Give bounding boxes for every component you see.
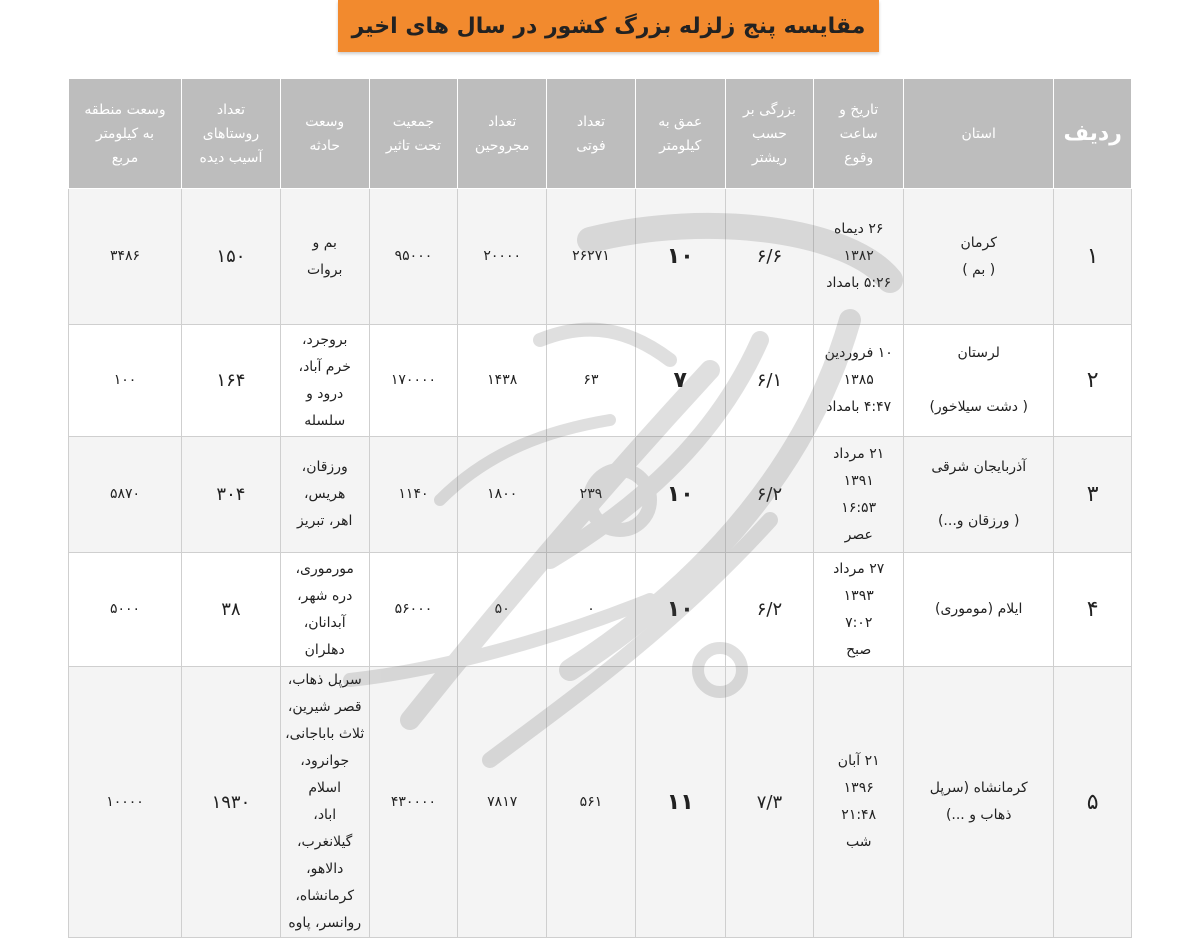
cell-dead: ۵۶۱: [547, 667, 636, 938]
cell-magnitude: ۷/۳: [725, 667, 814, 938]
cell-row-number: ۲: [1054, 325, 1132, 437]
cell-row-number: ۱: [1054, 189, 1132, 325]
header-injured: تعداد مجروحین: [458, 79, 547, 189]
cell-villages: ۱۹۳۰: [182, 667, 281, 938]
cell-dead: ۰: [547, 553, 636, 667]
header-depth: عمق به کیلومتر: [635, 79, 725, 189]
cell-villages: ۳۸: [182, 553, 281, 667]
header-area: وسعت منطقه به کیلومتر مربع: [69, 79, 182, 189]
table-row: [69, 437, 1132, 553]
cell-area: ۵۸۷۰: [69, 437, 182, 553]
cell-area: ۱۰۰: [69, 325, 182, 437]
cell-row-number: ۵: [1054, 667, 1132, 938]
cell-magnitude: ۶/۲: [725, 553, 814, 667]
earthquake-comparison-table: [68, 78, 1132, 938]
cell-injured: ۱۴۳۸: [458, 325, 547, 437]
cell-injured: ۱۸۰۰: [458, 437, 547, 553]
cell-extent: مورموری، دره شهر، آبدانان، دهلران: [280, 553, 369, 667]
header-dead: تعداد فوتی: [547, 79, 636, 189]
cell-datetime: ۲۷ مرداد ۱۳۹۳ ۷:۰۲ صبح: [814, 553, 904, 667]
cell-depth: ۷: [635, 325, 725, 437]
cell-province: ایلام (موموری): [904, 553, 1054, 667]
cell-province: لرستان ( دشت سیلاخور): [904, 325, 1054, 437]
cell-area: ۵۰۰۰: [69, 553, 182, 667]
cell-datetime: ۲۱ مرداد ۱۳۹۱ ۱۶:۵۳ عصر: [814, 437, 904, 553]
cell-villages: ۳۰۴: [182, 437, 281, 553]
header-population: جمعیت تحت تاثیر: [369, 79, 458, 189]
cell-datetime: ۲۶ دیماه ۱۳۸۲ ۵:۲۶ بامداد: [814, 189, 904, 325]
cell-province: کرمان ( بم ): [904, 189, 1054, 325]
cell-injured: ۷۸۱۷: [458, 667, 547, 938]
header-magnitude: بزرگی بر حسب ریشتر: [725, 79, 814, 189]
cell-extent: بروجرد، خرم آباد، درود و سلسله: [280, 325, 369, 437]
header-villages: تعداد روستاهای آسیب دیده: [182, 79, 281, 189]
cell-area: ۳۴۸۶: [69, 189, 182, 325]
cell-row-number: ۴: [1054, 553, 1132, 667]
cell-dead: ۲۶۲۷۱: [547, 189, 636, 325]
cell-villages: ۱۶۴: [182, 325, 281, 437]
cell-datetime: ۲۱ آبان ۱۳۹۶ ۲۱:۴۸ شب: [814, 667, 904, 938]
cell-magnitude: ۶/۲: [725, 437, 814, 553]
header-datetime: تاریخ و ساعت وقوع: [814, 79, 904, 189]
table-row: [69, 325, 1132, 437]
table-row: [69, 189, 1132, 325]
cell-injured: ۲۰۰۰۰: [458, 189, 547, 325]
header-row-number: ردیف: [1054, 79, 1132, 189]
cell-province: آذربایجان شرقی ( ورزقان و...): [904, 437, 1054, 553]
table-header-row: [69, 79, 1132, 189]
cell-depth: ۱۱: [635, 667, 725, 938]
cell-magnitude: ۶/۱: [725, 325, 814, 437]
cell-injured: ۵۰: [458, 553, 547, 667]
cell-depth: ۱۰: [635, 437, 725, 553]
cell-villages: ۱۵۰: [182, 189, 281, 325]
cell-magnitude: ۶/۶: [725, 189, 814, 325]
table-row: [69, 667, 1132, 938]
cell-area: ۱۰۰۰۰: [69, 667, 182, 938]
cell-depth: ۱۰: [635, 553, 725, 667]
table-row: [69, 553, 1132, 667]
cell-dead: ۶۳: [547, 325, 636, 437]
header-extent: وسعت حادثه: [280, 79, 369, 189]
cell-population: ۴۳۰۰۰۰: [369, 667, 458, 938]
cell-population: ۱۱۴۰: [369, 437, 458, 553]
cell-extent: سرپل ذهاب، قصر شیرین، ثلاث باباجانی، جوانرود، اسلام اباد، گیلانغرب، دالاهو، کرمانشاه، روانسر، پاوه: [280, 667, 369, 938]
cell-province: کرمانشاه (سرپل ذهاب و ...): [904, 667, 1054, 938]
cell-depth: ۱۰: [635, 189, 725, 325]
header-province: استان: [904, 79, 1054, 189]
cell-dead: ۲۳۹: [547, 437, 636, 553]
cell-population: ۹۵۰۰۰: [369, 189, 458, 325]
cell-population: ۵۶۰۰۰: [369, 553, 458, 667]
cell-row-number: ۳: [1054, 437, 1132, 553]
cell-datetime: ۱۰ فروردین ۱۳۸۵ ۴:۴۷ بامداد: [814, 325, 904, 437]
cell-extent: بم و بروات: [280, 189, 369, 325]
cell-population: ۱۷۰۰۰۰: [369, 325, 458, 437]
page-title: مقایسه پنج زلزله بزرگ کشور در سال های اخیر: [338, 0, 879, 52]
cell-extent: ورزقان، هریس، اهر، تبریز: [280, 437, 369, 553]
